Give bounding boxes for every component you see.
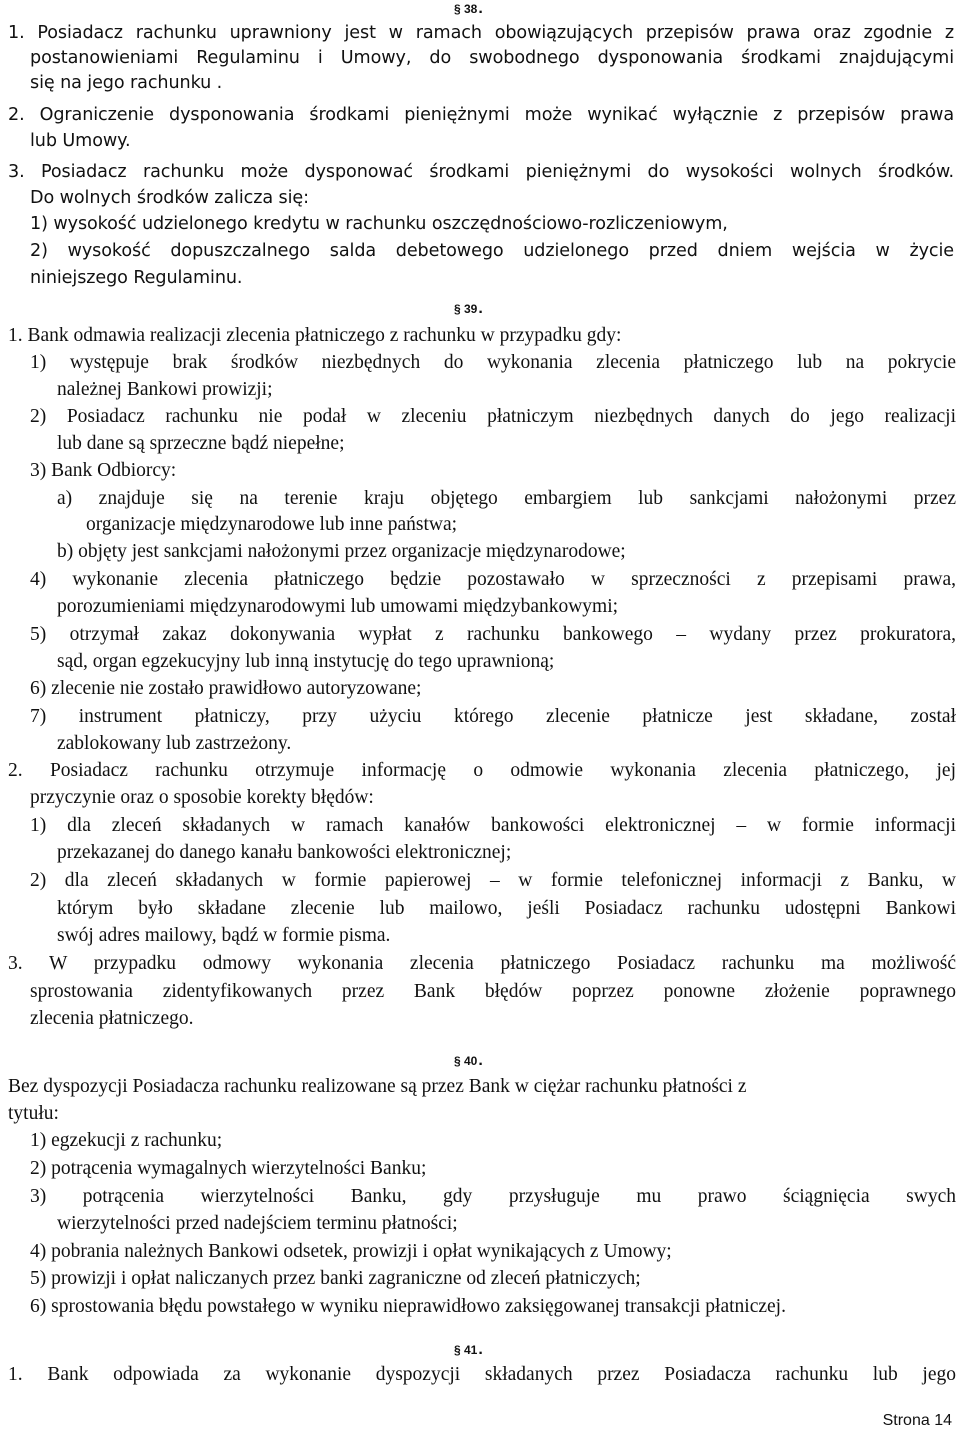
- paragraph-39-1-item-1-line-2: należnej Bankowi prowizji;: [57, 379, 273, 400]
- paragraph-39-2-line-2: przyczynie oraz o sposobie korekty błędów:: [30, 787, 374, 808]
- paragraph-39-1-item-3b: b) objęty jest sankcjami nałożonymi przez organizacje międzynarodowe;: [57, 541, 626, 562]
- paragraph-39-1-item-5-line-1: 5) otrzymał zakaz dokonywania wypłat z rachunku bankowego – wydany przez prokuratora,: [30, 624, 956, 645]
- paragraph-39-2-item-2-line-1: 2) dla zleceń składanych w formie papierowej – w formie telefonicznej informacji z Banku, w: [30, 870, 956, 891]
- paragraph-38-3-line-1: 3. Posiadacz rachunku może dysponować środkami pieniężnymi do wysokości wolnych środków.: [8, 162, 954, 182]
- paragraph-38-3-item-1: 1) wysokość udzielonego kredytu w rachunku oszczędnościowo-rozliczeniowym,: [30, 214, 728, 234]
- paragraph-38-2-line-2: lub Umowy.: [30, 131, 131, 151]
- paragraph-38-3-item-2-line-1: 2) wysokość dopuszczalnego salda debetowego udzielonego przed dniem wejścia w życie: [30, 241, 954, 261]
- paragraph-39-1: 1. Bank odmawia realizacji zlecenia płatniczego z rachunku w przypadku gdy:: [8, 325, 622, 346]
- paragraph-39-1-item-5-line-2: sąd, organ egzekucyjny lub inną instytucję do tego uprawnioną;: [57, 651, 555, 672]
- paragraph-40-item-5: 5) prowizji i opłat naliczanych przez banki zagraniczne od zleceń płatniczych;: [30, 1268, 641, 1289]
- paragraph-39-2-item-1-line-1: 1) dla zleceń składanych w ramach kanałów bankowości elektronicznej – w formie informacji: [30, 815, 956, 836]
- paragraph-39-1-item-6: 6) zlecenie nie zostało prawidłowo autoryzowane;: [30, 678, 422, 699]
- paragraph-39-1-item-3: 3) Bank Odbiorcy:: [30, 460, 177, 481]
- paragraph-39-2-item-1-line-2: przekazanej do danego kanału bankowości elektronicznej;: [57, 842, 512, 863]
- paragraph-39-2-item-2-line-2: którym było składane zlecenie lub mailowo, jeśli Posiadacz rachunku udostępni Bankowi: [57, 898, 956, 919]
- paragraph-39-1-item-1-line-1: 1) występuje brak środków niezbędnych do wykonania zlecenia płatniczego lub na pokrycie: [30, 352, 956, 373]
- section-heading-40-text: § 40: [454, 1054, 478, 1068]
- paragraph-39-3-line-2: sprostowania zidentyfikowanych przez Bank błędów poprzez ponowne złożenie poprawnego: [30, 981, 956, 1002]
- paragraph-38-3-line-2: Do wolnych środków zalicza się:: [30, 188, 309, 208]
- section-heading-39-text: § 39: [454, 302, 478, 316]
- section-heading-41-text: § 41: [454, 1343, 478, 1357]
- paragraph-38-1-line-1: 1. Posiadacz rachunku uprawniony jest w ramach obowiązujących przepisów prawa oraz zgodnie z: [8, 23, 954, 43]
- paragraph-39-1-item-4-line-1: 4) wykonanie zlecenia płatniczego będzie pozostawało w sprzeczności z przepisami prawa,: [30, 569, 956, 590]
- paragraph-40-line-2: tytułu:: [8, 1103, 59, 1124]
- paragraph-40-item-3-line-1: 3) potrącenia wierzytelności Banku, gdy przysługuje mu prawo ściągnięcia swych: [30, 1186, 956, 1207]
- paragraph-39-3-line-3: zlecenia płatniczego.: [30, 1008, 194, 1029]
- paragraph-41-1-line-1: 1. Bank odpowiada za wykonanie dyspozycji składanych przez Posiadacza rachunku lub jego: [8, 1364, 956, 1385]
- section-heading-40: § 40.: [454, 1052, 483, 1069]
- paragraph-39-1-item-3a-line-1: a) znajduje się na terenie kraju objętego embargiem lub sankcjami nałożonymi przez: [57, 488, 956, 509]
- paragraph-40-item-1: 1) egzekucji z rachunku;: [30, 1130, 223, 1151]
- section-heading-38-text: § 38: [454, 2, 478, 16]
- paragraph-40-item-2: 2) potrącenia wymagalnych wierzytelności Banku;: [30, 1158, 427, 1179]
- paragraph-38-1-line-3: się na jego rachunku .: [30, 73, 223, 93]
- paragraph-39-1-item-3a-line-2: organizacje międzynarodowe lub inne państwa;: [86, 514, 458, 535]
- paragraph-39-2-item-2-line-3: swój adres mailowy, bądź w formie pisma.: [57, 925, 391, 946]
- paragraph-40-item-6: 6) sprostowania błędu powstałego w wyniku nieprawidłowo zaksięgowanej transakcji płatniczej.: [30, 1296, 786, 1317]
- paragraph-39-1-item-4-line-2: porozumieniami międzynarodowymi lub umowami międzybankowymi;: [57, 596, 619, 617]
- paragraph-39-3-line-1: 3. W przypadku odmowy wykonania zlecenia płatniczego Posiadacz rachunku ma możliwość: [8, 953, 956, 974]
- paragraph-40-item-3-line-2: wierzytelności przed nadejściem terminu płatności;: [57, 1213, 458, 1234]
- section-heading-39: § 39.: [454, 300, 483, 317]
- section-heading-38: § 38.: [454, 0, 483, 17]
- paragraph-38-1-line-2: postanowieniami Regulaminu i Umowy, do swobodnego dysponowania środkami znajdującymi: [30, 48, 954, 68]
- paragraph-40-item-4: 4) pobrania należnych Bankowi odsetek, prowizji i opłat wynikających z Umowy;: [30, 1241, 672, 1262]
- paragraph-38-2-line-1: 2. Ograniczenie dysponowania środkami pieniężnymi może wynikać wyłącznie z przepisów prawa: [8, 105, 954, 125]
- paragraph-40-line-1: Bez dyspozycji Posiadacza rachunku realizowane są przez Bank w ciężar rachunku płatności z: [8, 1076, 747, 1097]
- paragraph-39-2-line-1: 2. Posiadacz rachunku otrzymuje informację o odmowie wykonania zlecenia płatniczego, jej: [8, 760, 956, 781]
- page-number: Strona 14: [882, 1412, 952, 1429]
- paragraph-38-3-item-2-line-2: niniejszego Regulaminu.: [30, 268, 243, 288]
- paragraph-39-1-item-7-line-1: 7) instrument płatniczy, przy użyciu którego zlecenie płatnicze jest składane, został: [30, 706, 956, 727]
- paragraph-39-1-item-2-line-2: lub dane są sprzeczne bądź niepełne;: [57, 433, 345, 454]
- section-heading-41: § 41.: [454, 1341, 483, 1358]
- paragraph-39-1-item-2-line-1: 2) Posiadacz rachunku nie podał w zleceniu płatniczym niezbędnych danych do jego realizacji: [30, 406, 956, 427]
- paragraph-39-1-item-7-line-2: zablokowany lub zastrzeżony.: [57, 733, 292, 754]
